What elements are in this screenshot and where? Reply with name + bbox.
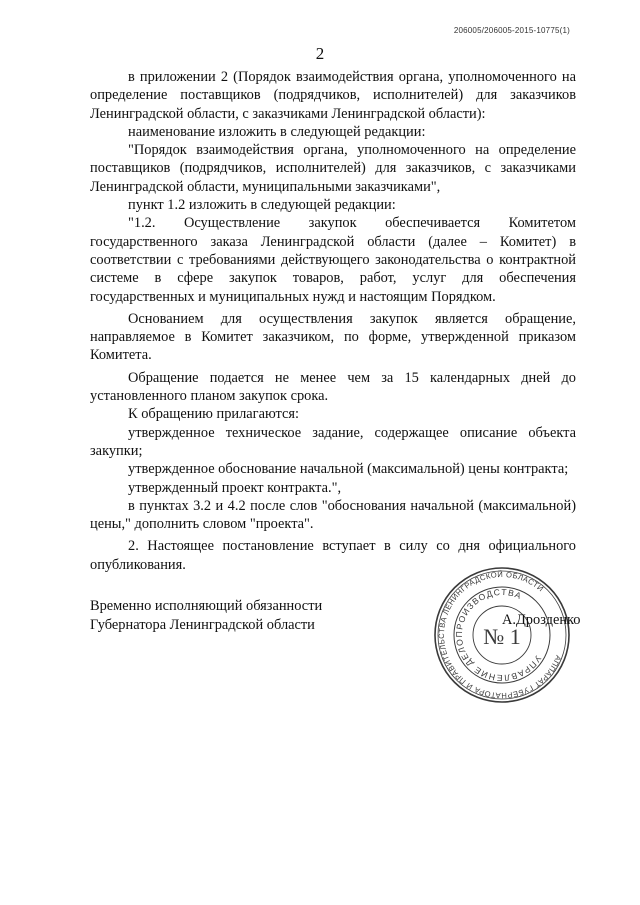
paragraph-effective-date: 2. Настоящее постановление вступает в силу со дня официального опубликования. xyxy=(90,538,576,573)
paragraph-clause-1-2: "1.2. Осуществление закупок обеспечивается Комитетом государственного заказа Ленинградской области (далее – Комитет) в соответствии с требованиями действующего законодательства о контрактной системе в сфере закупок товаров, работ, услуг для обеспечения государственных и муниципальных нужд и настоящим Порядком. xyxy=(90,215,576,305)
svg-text:№ 1: № 1 xyxy=(483,624,521,649)
paragraph-attachment-draft-contract: утвержденный проект контракта.", xyxy=(128,479,342,496)
signatory-name: А.Дрозденко xyxy=(502,612,581,628)
signatory-title xyxy=(90,597,322,635)
paragraph-name-edit: наименование изложить в следующей редакции: xyxy=(128,123,426,140)
official-seal-stamp xyxy=(432,565,572,705)
paragraph-new-name: "Порядок взаимодействия органа, уполномоченного на определение поставщиков (подрядчиков, исполнителей) для заказчиков, с заказчиками Ленинградской области, муниципальными заказчиками", xyxy=(90,142,576,195)
paragraph-appendix-2: в приложении 2 (Порядок взаимодействия органа, уполномоченного на определение поставщиков (подрядчиков, исполнителей) для заказчиков Ленинградской области, с заказчиками Ленинградской области): xyxy=(90,69,576,122)
paragraph-attachments-intro: К обращению прилагаются: xyxy=(128,406,300,423)
seal-icon xyxy=(432,565,572,705)
paragraph-clauses-3-2-4-2: в пунктах 3.2 и 4.2 после слов "обоснования начальной (максимальной) цены," дополнить словом "проекта". xyxy=(90,497,576,533)
document-body xyxy=(90,68,576,574)
svg-text:УПРАВЛЕНИЕ ДЕЛОПРОИЗВОДСТВА: УПРАВЛЕНИЕ ДЕЛОПРОИЗВОДСТВА xyxy=(453,586,544,684)
paragraph-attachment-price-justification: утвержденное обоснование начальной (максимальной) цены контракта; xyxy=(128,461,569,478)
svg-text:АППАРАТ ГУБЕРНАТОРА И ПРАВИТЕЛ: АППАРАТ ГУБЕРНАТОРА И ПРАВИТЕЛЬСТВА ЛЕНИНГРАДСКОЙ ОБЛАСТИ xyxy=(436,569,564,701)
signatory-title-line-1: Временно исполняющий обязанности xyxy=(90,598,323,614)
paragraph-basis: Основанием для осуществления закупок является обращение, направляемое в Комитет заказчиком, по форме, утвержденной приказом Комитета. xyxy=(90,310,576,364)
document-id: 206005/206005-2015-10775(1) xyxy=(453,26,570,35)
paragraph-deadline: Обращение подается не менее чем за 15 календарных дней до установленного планом закупок срока. xyxy=(90,369,576,405)
paragraph-clause-edit: пункт 1.2 изложить в следующей редакции: xyxy=(128,197,396,214)
page-number: 2 xyxy=(315,44,325,63)
signatory-title-line-2: Губернатора Ленинградской области xyxy=(90,617,315,633)
paragraph-attachment-tech-spec: утвержденное техническое задание, содержащее описание объекта закупки; xyxy=(90,424,576,459)
